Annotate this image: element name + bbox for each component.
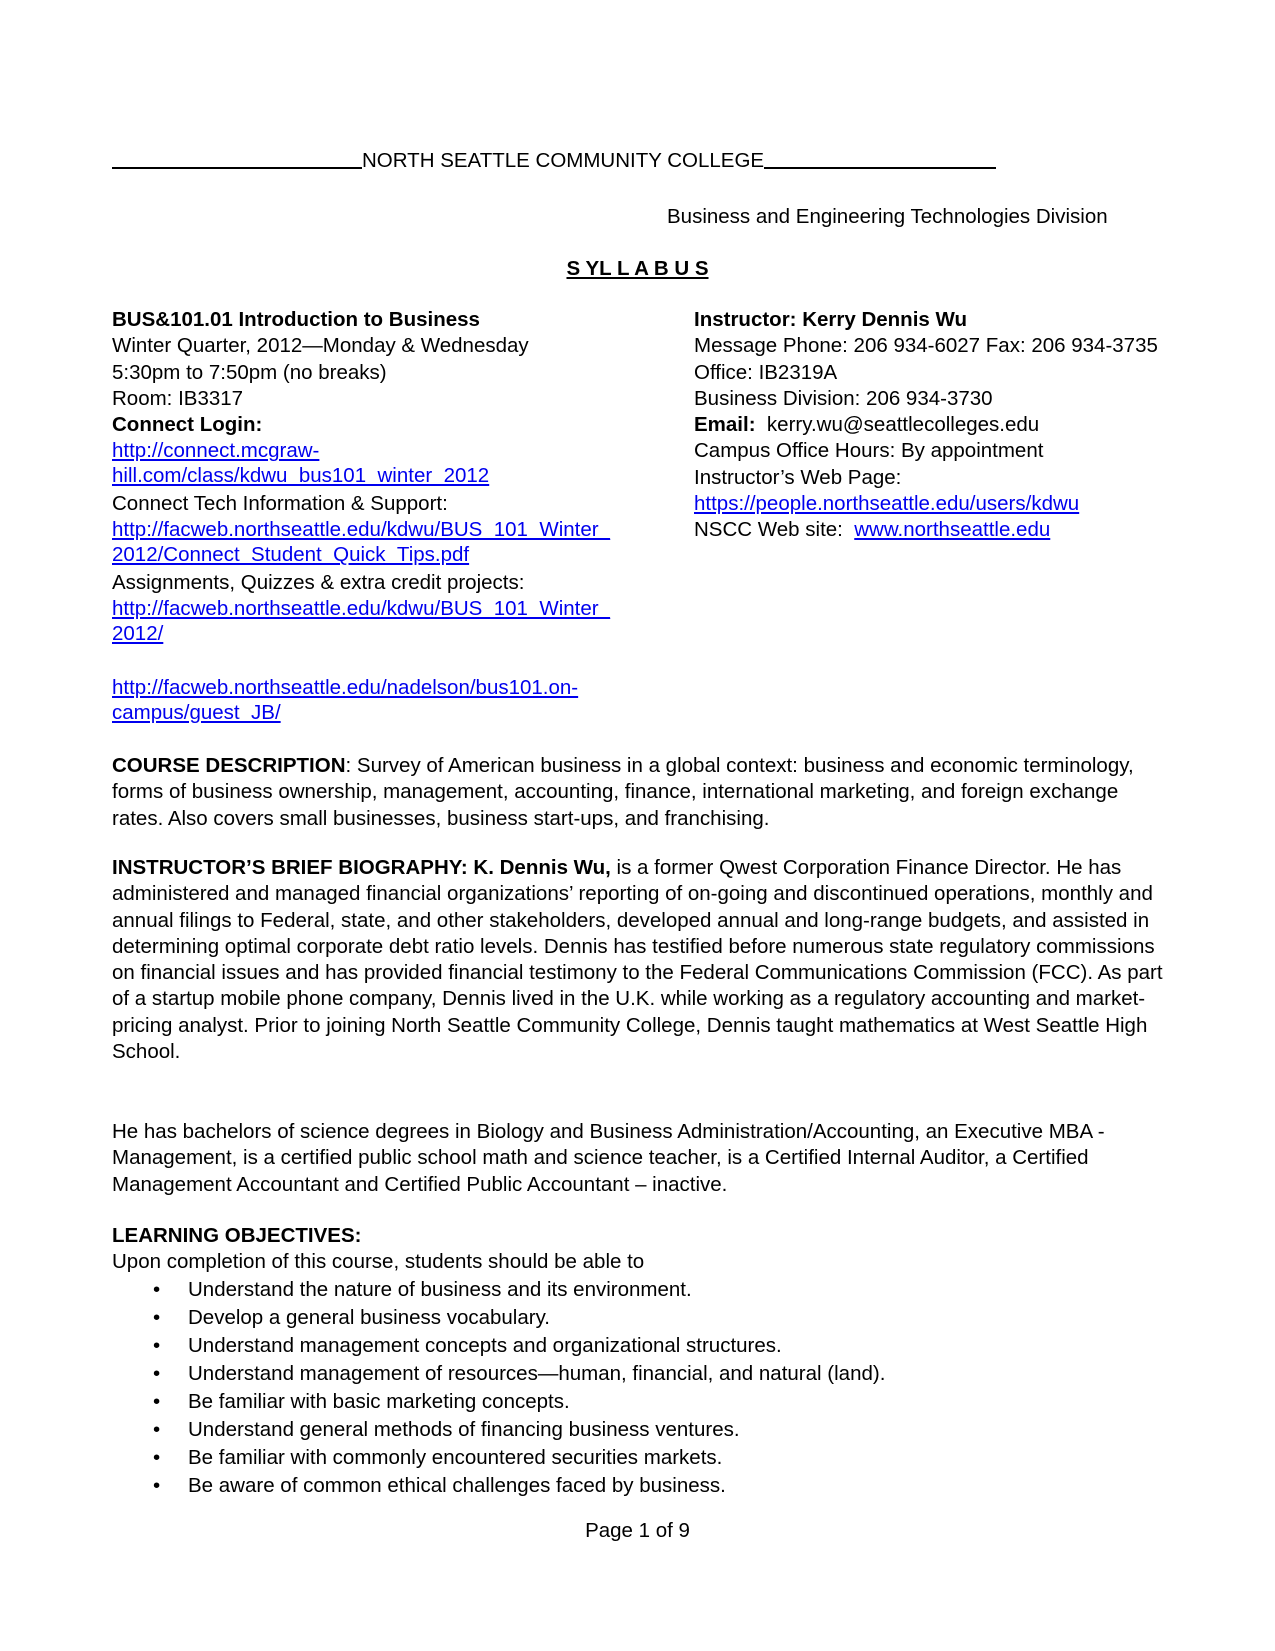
learning-objectives xyxy=(112,1223,1172,1500)
list-item xyxy=(112,1416,1172,1444)
objective-text: Understand the nature of business and its environment. xyxy=(188,1277,692,1301)
list-item xyxy=(112,1444,1172,1472)
list-item xyxy=(112,1472,1172,1500)
bullet-icon: • xyxy=(153,1333,161,1357)
bullet-icon: • xyxy=(153,1305,161,1329)
guest-link-line-1: http://facweb.northseattle.edu/nadelson/bus101.on- xyxy=(112,676,579,700)
instructor-office: Office: IB2319A xyxy=(694,360,838,384)
connect-link-line-2: hill.com/class/kdwu_bus101_winter_2012 xyxy=(112,464,490,488)
bullet-icon: • xyxy=(153,1361,161,1385)
email-label: Email: xyxy=(694,413,756,437)
objective-text: Be familiar with basic marketing concepts. xyxy=(188,1389,570,1413)
learning-objectives-intro: Upon completion of this course, students should be able to xyxy=(112,1250,645,1274)
instructor-info-column xyxy=(694,307,1254,544)
page-number: Page 1 of 9 xyxy=(585,1519,690,1542)
guest-link-line-2: campus/guest_JB/ xyxy=(112,701,281,725)
bullet-icon: • xyxy=(153,1277,161,1301)
business-division-phone: Business Division: 206 934-3730 xyxy=(694,386,993,410)
assign-link-line-2: 2012/ xyxy=(112,622,164,646)
course-time: 5:30pm to 7:50pm (no breaks) xyxy=(112,360,387,384)
email-address[interactable]: kerry.wu@seattlecolleges.edu xyxy=(755,413,1040,437)
college-title-line xyxy=(112,148,1050,173)
biography-text: is a former Qwest Corporation Finance Director. He has administered and managed financial organizations’ reporting of on-going and discontinued operations, monthly and annual filings to Federal, state, and other stakeholders, developed annual and long-range budgets, and assisted in determining optimal corporate debt ratio levels. Dennis has testified before numerous state regulatory commissions on financial issues and has provided financial testimony to the Federal Communications Commission (FCC). As part of a startup mobile phone company, Dennis lived in the U.K. while working as a regulatory accounting and market-pricing analyst. Prior to joining North Seattle Community College, Dennis taught mathematics at West Seattle High School. xyxy=(112,856,1163,1064)
guest-link[interactable] xyxy=(112,675,672,725)
instructor-email xyxy=(694,412,1254,438)
course-schedule: Winter Quarter, 2012—Monday & Wednesday xyxy=(112,334,529,358)
list-item xyxy=(112,1304,1172,1332)
list-item xyxy=(112,1360,1172,1388)
objective-text: Be familiar with commonly encountered securities markets. xyxy=(188,1445,723,1469)
objectives-list xyxy=(112,1276,1172,1500)
syllabus-heading: S YL L A B U S xyxy=(566,257,709,280)
objective-text: Understand management concepts and organizational structures. xyxy=(188,1333,782,1357)
objective-text: Develop a general business vocabulary. xyxy=(188,1305,551,1329)
nscc-label: NSCC Web site: xyxy=(694,518,855,542)
connect-login-label: Connect Login: xyxy=(112,413,263,437)
objective-text: Understand general methods of financing business ventures. xyxy=(188,1417,740,1441)
bullet-icon: • xyxy=(153,1445,161,1469)
instructor-degrees: He has bachelors of science degrees in Biology and Business Administration/Accounting, an Executive MBA - Management, is a certified public school math and science teacher, is a Certified Internal Auditor, a Certified Management Accountant and Certified Public Accountant – inactive. xyxy=(112,1120,1105,1196)
assign-link-line-1: http://facweb.northseattle.edu/kdwu/BUS_101_Winter_ xyxy=(112,597,610,621)
course-description-heading: COURSE DESCRIPTION xyxy=(112,754,346,777)
title-rule-right xyxy=(764,148,996,169)
list-item xyxy=(112,1388,1172,1416)
instructor-web-page-link[interactable]: https://people.northseattle.edu/users/kdwu xyxy=(694,492,1080,516)
learning-objectives-heading: LEARNING OBJECTIVES: xyxy=(112,1224,362,1247)
division-name: Business and Engineering Technologies Division xyxy=(667,205,1108,228)
bullet-icon: • xyxy=(153,1417,161,1441)
nscc-website-link[interactable]: www.northseattle.edu xyxy=(854,518,1051,542)
course-description xyxy=(112,753,1172,832)
bullet-icon: • xyxy=(153,1473,161,1497)
assignments-label: Assignments, Quizzes & extra credit projects: xyxy=(112,570,525,594)
tech-info-link[interactable] xyxy=(112,517,672,567)
tech-link-line-2: 2012/Connect_Student_Quick_Tips.pdf xyxy=(112,543,470,567)
objective-text: Understand management of resources—human, financial, and natural (land). xyxy=(188,1361,886,1385)
list-item xyxy=(112,1332,1172,1360)
college-name: NORTH SEATTLE COMMUNITY COLLEGE xyxy=(362,149,765,172)
course-room: Room: IB3317 xyxy=(112,386,244,410)
web-page-label: Instructor’s Web Page: xyxy=(694,465,902,489)
course-info-column xyxy=(112,307,672,725)
instructor-phone: Message Phone: 206 934-6027 Fax: 206 934-3735 xyxy=(694,334,1158,358)
instructor-biography xyxy=(112,855,1172,1065)
objective-text: Be aware of common ethical challenges faced by business. xyxy=(188,1473,726,1497)
nscc-website xyxy=(694,517,1254,543)
tech-link-line-1: http://facweb.northseattle.edu/kdwu/BUS_101_Winter_ xyxy=(112,518,610,542)
biography-heading: INSTRUCTOR’S BRIEF BIOGRAPHY: K. Dennis Wu, xyxy=(112,856,611,879)
connect-login-link[interactable] xyxy=(112,438,672,488)
course-title: BUS&101.01 Introduction to Business xyxy=(112,308,480,331)
bullet-icon: • xyxy=(153,1389,161,1413)
course-description-text: : Survey of American business in a global context: business and economic terminology, forms of business ownership, management, accounting, finance, international marketing, and foreign exchange rates. Also covers small businesses, business start-ups, and franchising. xyxy=(112,754,1134,830)
tech-info-label: Connect Tech Information & Support: xyxy=(112,492,448,516)
connect-link-line-1: http://connect.mcgraw- xyxy=(112,439,320,463)
instructor-name: Instructor: Kerry Dennis Wu xyxy=(694,308,967,331)
office-hours: Campus Office Hours: By appointment xyxy=(694,439,1044,463)
list-item xyxy=(112,1276,1172,1304)
title-rule-left xyxy=(112,148,362,169)
assignments-link[interactable] xyxy=(112,596,672,646)
